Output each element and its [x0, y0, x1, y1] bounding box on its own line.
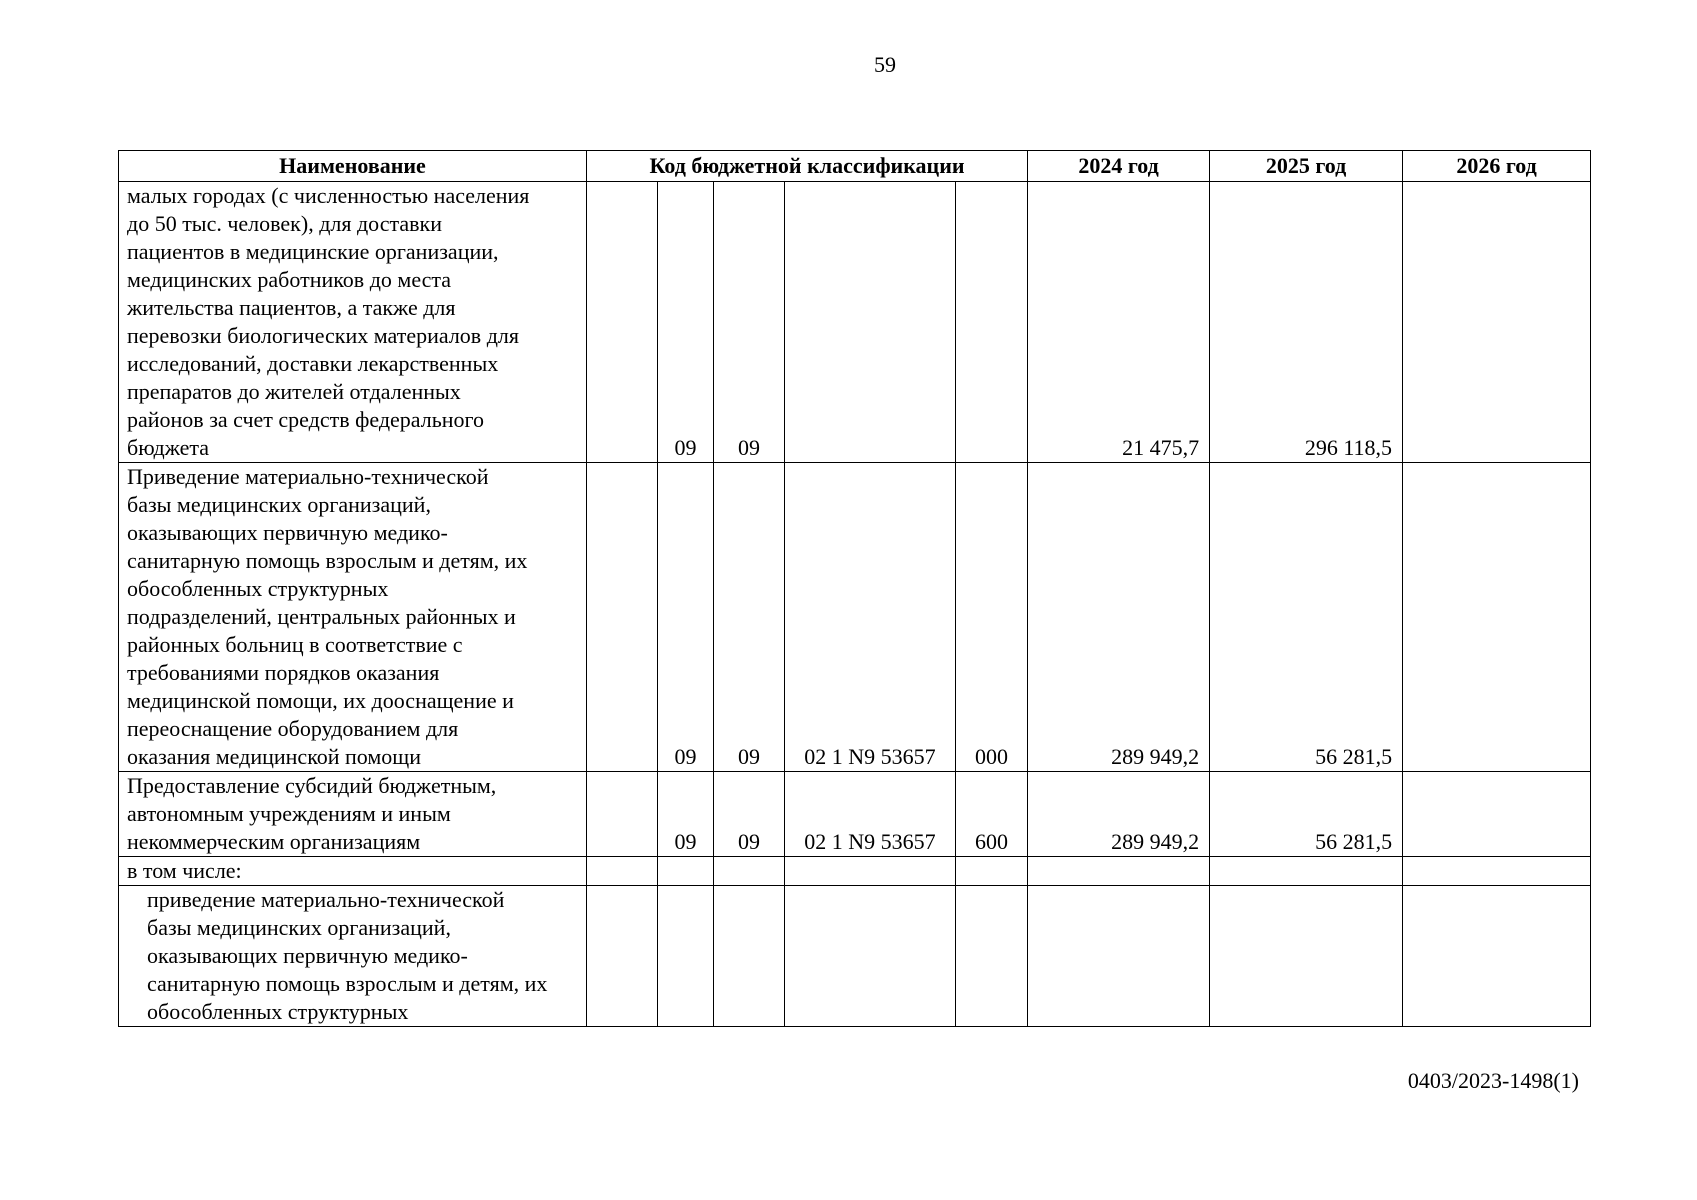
- code-part-4: 02 1 N9 53657: [785, 772, 956, 857]
- table-header-row: [119, 151, 1591, 182]
- code-part-5: 600: [956, 772, 1028, 857]
- table-row: [119, 857, 1591, 886]
- header-2024: 2024 год: [1028, 151, 1210, 182]
- code-part-4: [785, 182, 956, 463]
- value-2024: 21 475,7: [1028, 182, 1210, 463]
- code-part-3: [714, 857, 785, 886]
- value-2024: [1028, 886, 1210, 1027]
- row-name: в том числе:: [119, 857, 587, 886]
- header-code: Код бюджетной классификации: [587, 151, 1028, 182]
- code-part-1: [587, 772, 658, 857]
- code-part-4: [785, 857, 956, 886]
- code-part-1: [587, 182, 658, 463]
- row-name: Предоставление субсидий бюджетным, автономным учреждениям и иным некоммерческим организациям: [119, 772, 587, 857]
- code-part-3: [714, 886, 785, 1027]
- value-2024: 289 949,2: [1028, 772, 1210, 857]
- code-part-3: 09: [714, 182, 785, 463]
- code-part-5: [956, 857, 1028, 886]
- value-2024: 289 949,2: [1028, 463, 1210, 772]
- table-row: [119, 463, 1591, 772]
- code-part-2: [658, 886, 714, 1027]
- code-part-4: [785, 886, 956, 1027]
- value-2025: 56 281,5: [1210, 772, 1403, 857]
- value-2025: 296 118,5: [1210, 182, 1403, 463]
- code-part-5: 000: [956, 463, 1028, 772]
- code-part-5: [956, 886, 1028, 1027]
- value-2026: [1403, 182, 1591, 463]
- header-name: Наименование: [119, 151, 587, 182]
- value-2025: 56 281,5: [1210, 463, 1403, 772]
- row-name: приведение материально-технической базы медицинских организаций, оказывающих первичную медико- санитарную помощь взрослым и детям, их обособленных структурных: [119, 886, 587, 1027]
- code-part-5: [956, 182, 1028, 463]
- code-part-2: [658, 857, 714, 886]
- table-row: [119, 182, 1591, 463]
- value-2024: [1028, 857, 1210, 886]
- value-2025: [1210, 857, 1403, 886]
- value-2026: [1403, 857, 1591, 886]
- code-part-3: 09: [714, 772, 785, 857]
- code-part-2: 09: [658, 772, 714, 857]
- code-part-2: 09: [658, 182, 714, 463]
- budget-table: [118, 150, 1591, 1027]
- code-part-3: 09: [714, 463, 785, 772]
- code-part-1: [587, 857, 658, 886]
- header-2026: 2026 год: [1403, 151, 1591, 182]
- value-2025: [1210, 886, 1403, 1027]
- code-part-2: 09: [658, 463, 714, 772]
- row-name: Приведение материально-технической базы медицинских организаций, оказывающих первичную медико- санитарную помощь взрослым и детям, их обособленных структурных подразделений, центральных районных и районных больниц в соответствие с требованиями порядков оказания медицинской помощи, их дооснащение и переоснащение оборудованием для оказания медицинской помощи: [119, 463, 587, 772]
- header-2025: 2025 год: [1210, 151, 1403, 182]
- value-2026: [1403, 772, 1591, 857]
- table-row: [119, 772, 1591, 857]
- row-name: малых городах (с численностью населения до 50 тыс. человек), для доставки пациентов в медицинские организации, медицинских работников до места жительства пациентов, а также для перевозки биологических материалов для исследований, доставки лекарственных препаратов до жителей отдаленных районов за счет средств федерального бюджета: [119, 182, 587, 463]
- code-part-4: 02 1 N9 53657: [785, 463, 956, 772]
- value-2026: [1403, 886, 1591, 1027]
- table-row: [119, 886, 1591, 1027]
- code-part-1: [587, 886, 658, 1027]
- code-part-1: [587, 463, 658, 772]
- value-2026: [1403, 463, 1591, 772]
- document-number: 0403/2023-1498(1): [1407, 1068, 1579, 1093]
- page-number: 59: [874, 52, 896, 77]
